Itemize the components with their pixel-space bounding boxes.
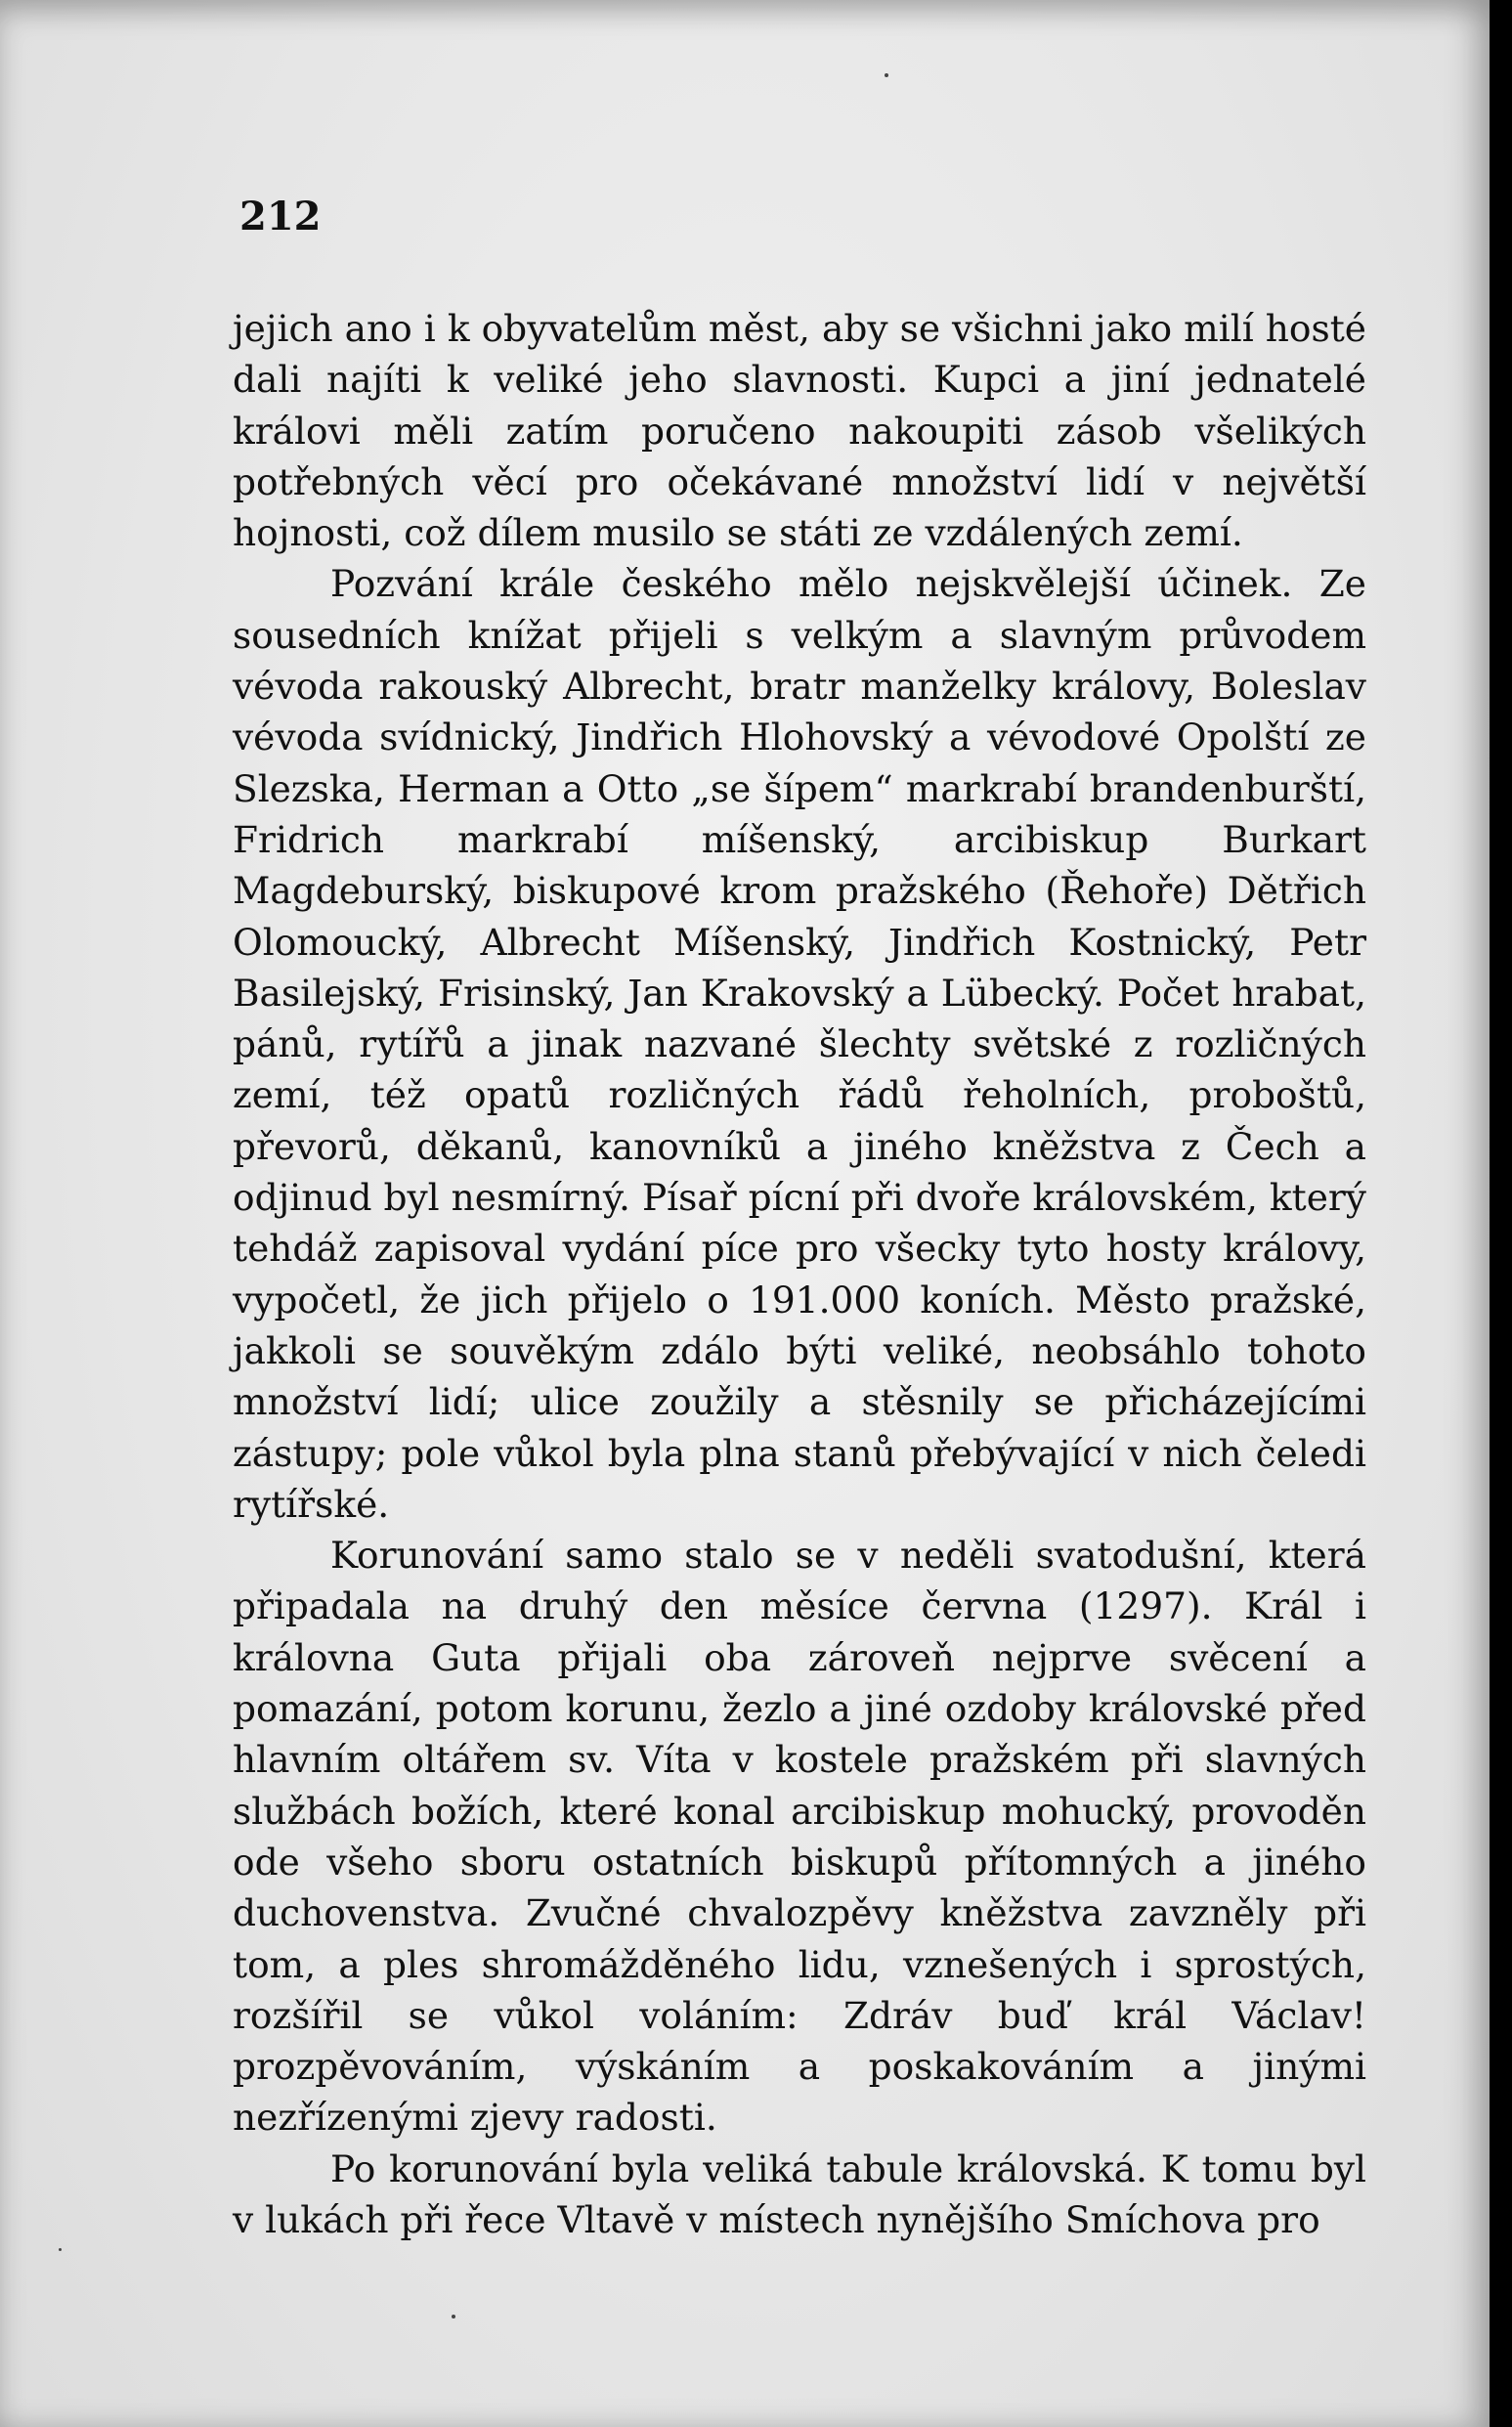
paragraph-1: jejich ano i k obyvatelům měst, aby se všichni jako milí hosté dali najíti k veliké jeho slavnosti. Kupci a jiní jednatelé královi měli zatím poručeno nakoupiti zásob všelikých potřebných věcí pro očekávané množství lidí v největší hojnosti, což dílem musilo se státi ze vzdálených zemí. xyxy=(233,307,1366,555)
paper-speck xyxy=(452,2315,455,2319)
text-body xyxy=(233,303,1366,2245)
paragraph-3: Korunování samo stalo se v neděli svatodušní, která připadala na druhý den měsíce června (1297). Král i královna Guta přijali oba zároveň nejprve svěcení a pomazání, potom korunu, žezlo a jiné ozdoby královské před hlavním oltářem sv. Víta v kostele pražském při slavných službách božích, které konal arcibiskup mohucký, provoděn ode všeho sboru ostatních biskupů přítomných a jiného duchovenstva. Zvučné chvalozpěvy kněžstva zavzněly při tom, a ples shromážděného lidu, vznešených i sprostých, rozšířil se vůkol voláním: Zdráv buď král Václav! prozpěvováním, výskáním a poskakováním a jinými nezřízenými zjevy radosti. xyxy=(233,1534,1366,2140)
paragraph-2: Pozvání krále českého mělo nejskvělejší účinek. Ze sousedních knížat přijeli s velkým a slavným průvodem vévoda rakouský Albrecht, bratr manželky královy, Boleslav vévoda svídnický, Jindřich Hlohovský a vévodové Opolští ze Slezska, Herman a Otto „se šípem“ markrabí brandenburští, Fridrich markrabí míšenský, arcibiskup Burkart Magdeburský, biskupové krom pražského (Řehoře) Dětřich Olomoucký, Albrecht Míšenský, Jindřich Kostnický, Petr Basilejský, Frisinský, Jan Krakovský a Lübecký. Počet hrabat, pánů, rytířů a jinak nazvané šlechty světské z rozličných zemí, též opatů rozličných řádů řeholních, proboštů, převorů, děkanů, kanovníků a jiného kněžstva z Čech a odjinud byl nesmírný. Písař pícní při dvoře královském, který tehdáž zapisoval vydání píce pro všecky tyto hosty královy, vypočetl, že jich přijelo o 191.000 koních. Město pražské, jakkoli se souvěkým zdálo býti veliké, neobsáhlo tohoto množství lidí; ulice zoužily a stěsnily se přicházejícími zástupy; pole vůkol byla plna stanů přebývající v nich čeledi rytířské. xyxy=(233,562,1366,1526)
paper-speck xyxy=(885,73,888,77)
paragraph-4: Po korunování byla veliká tabule královská. K tomu byl v lukách při řece Vltavě v místech nynějšího Smíchova pro xyxy=(233,2146,1366,2241)
paper-speck xyxy=(59,2248,62,2251)
page-number: 212 xyxy=(239,194,322,239)
